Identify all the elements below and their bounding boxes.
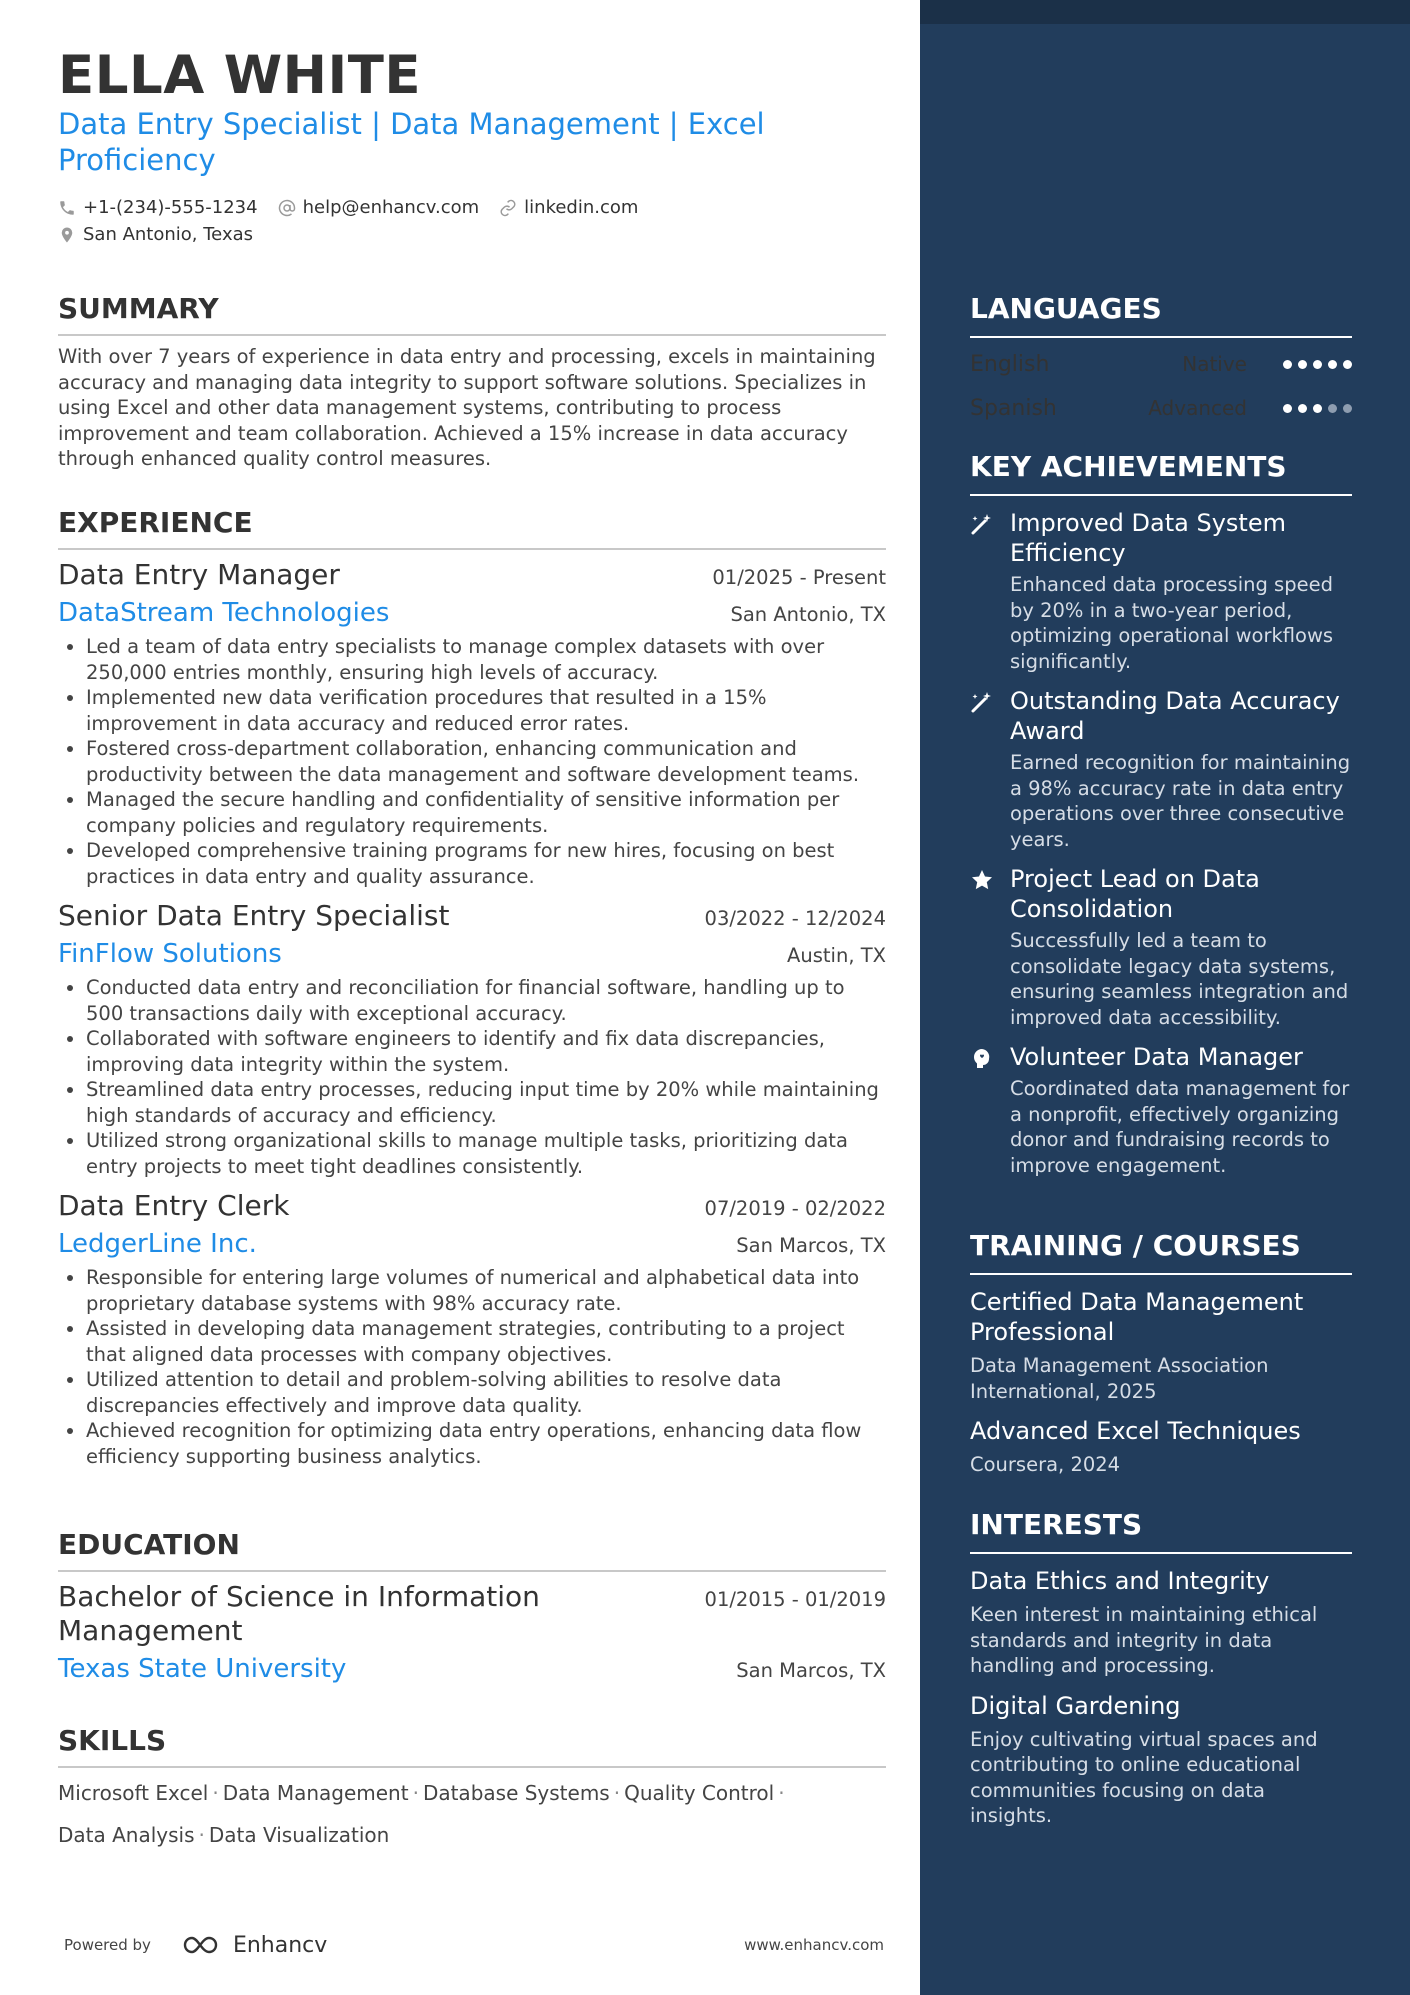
course-desc: Data Management Association International, 2025 — [970, 1354, 1269, 1403]
skill-tag: Quality Control — [624, 1781, 775, 1805]
enhancv-logo[interactable] — [179, 1933, 327, 1958]
interests-section — [970, 1508, 1352, 1829]
candidate-headline: Data Entry Specialist | Data Management | Excel Proficiency — [58, 107, 765, 177]
bullet-item: • Led a team of data entry specialists to manage complex datasets with over 250,000 entries monthly, ensuring high levels of accuracy. — [86, 634, 886, 685]
job-bullets — [58, 975, 886, 1179]
education-section — [58, 1528, 886, 1686]
skill-tag: Microsoft Excel — [58, 1781, 209, 1805]
at-sign-icon — [278, 199, 296, 217]
achievement-item — [970, 686, 1352, 852]
languages-title: LANGUAGES — [970, 292, 1352, 338]
bullet-item: • Responsible for entering large volumes of numerical and alphabetical data into proprietary database systems with 98% accuracy rate. — [86, 1265, 886, 1316]
bullet-item: • Implemented new data verification procedures that resulted in a 15% improvement in data accuracy and reduced error rates. — [86, 685, 886, 736]
interest-item — [970, 1566, 1352, 1679]
job-entry — [58, 899, 886, 1179]
achievement-desc: Enhanced data processing speed by 20% in a two-year period, optimizing operational workflows significantly. — [1010, 573, 1334, 673]
training-title: TRAINING / COURSES — [970, 1229, 1352, 1275]
bullet-item: • Achieved recognition for optimizing data entry operations, enhancing data flow efficiency supporting business analytics. — [86, 1418, 886, 1469]
course-title: Certified Data Management Professional — [970, 1288, 1304, 1346]
job-title: Data Entry Clerk — [58, 1189, 290, 1222]
summary-title: SUMMARY — [58, 292, 886, 336]
skill-tag: Data Analysis — [58, 1823, 195, 1847]
achievement-title: Volunteer Data Manager — [1010, 1043, 1303, 1071]
contact-email[interactable] — [278, 197, 480, 218]
skills-title: SKILLS — [58, 1724, 886, 1768]
school-name: Texas State University — [58, 1654, 347, 1684]
language-name: English — [970, 351, 1050, 377]
interest-title: Digital Gardening — [970, 1691, 1181, 1720]
bullet-item: • Streamlined data entry processes, reducing input time by 20% while maintaining high standards of accuracy and efficiency. — [86, 1077, 886, 1128]
job-title: Data Entry Manager — [58, 558, 340, 591]
achievement-item — [970, 508, 1352, 674]
interests-title: INTERESTS — [970, 1508, 1352, 1554]
achievement-desc: Earned recognition for maintaining a 98% accuracy rate in data entry operations over three consecutive years. — [1010, 751, 1351, 851]
job-entry — [58, 1189, 886, 1469]
achievements-title: KEY ACHIEVEMENTS — [970, 450, 1352, 496]
language-level: Advanced — [1148, 396, 1247, 420]
interest-item — [970, 1691, 1352, 1829]
job-entry — [58, 558, 886, 889]
powered-by-label: Powered by — [64, 1936, 151, 1954]
course-item — [970, 1416, 1352, 1478]
map-pin-icon — [58, 226, 76, 244]
experience-section — [58, 506, 886, 1469]
phone-text: +1-(234)-555-1234 — [83, 197, 258, 218]
job-title: Senior Data Entry Specialist — [58, 899, 450, 932]
footer — [64, 1930, 884, 1960]
achievement-title: Improved Data System Efficiency — [1010, 509, 1286, 567]
achievement-title: Outstanding Data Accuracy Award — [1010, 687, 1340, 745]
contact-info — [58, 194, 858, 248]
course-item — [970, 1287, 1352, 1404]
sidebar-top-band — [920, 0, 1410, 24]
link-icon — [499, 199, 517, 217]
achievement-title: Project Lead on Data Consolidation — [1010, 865, 1260, 923]
bullet-item: • Developed comprehensive training programs for new hires, focusing on best practices in data entry and quality assurance. — [86, 838, 886, 889]
linkedin-text[interactable]: linkedin.com — [524, 197, 639, 218]
summary-section — [58, 292, 886, 472]
candidate-name: ELLA WHITE — [58, 45, 422, 106]
skill-tag: Database Systems — [422, 1781, 610, 1805]
job-dates: 07/2019 - 02/2022 — [704, 1197, 886, 1220]
job-company: FinFlow Solutions — [58, 939, 282, 969]
degree-title: Bachelor of Science in Information Management — [58, 1580, 540, 1647]
achievement-item — [970, 864, 1352, 1030]
education-entry — [58, 1580, 886, 1686]
achievement-item — [970, 1042, 1352, 1178]
footer-site-link[interactable]: www.enhancv.com — [744, 1936, 884, 1954]
job-dates: 03/2022 - 12/2024 — [704, 907, 886, 930]
interest-desc: Keen interest in maintaining ethical standards and integrity in data handling and processing. — [970, 1603, 1318, 1677]
job-company: DataStream Technologies — [58, 598, 390, 628]
course-desc: Coursera, 2024 — [970, 1453, 1121, 1476]
job-location: San Antonio, TX — [730, 603, 886, 626]
contact-location — [58, 224, 253, 245]
achievements-section — [970, 450, 1352, 1178]
job-bullets — [58, 1265, 886, 1469]
job-dates: 01/2025 - Present — [712, 566, 886, 589]
bullet-item: • Conducted data entry and reconciliation for financial software, handling up to 500 transactions daily with exceptional accuracy. — [86, 975, 886, 1026]
phone-icon — [58, 199, 76, 217]
education-title: EDUCATION — [58, 1528, 886, 1572]
training-section — [970, 1229, 1352, 1478]
language-level: Native — [1182, 352, 1247, 376]
magic-wand-icon — [970, 686, 1010, 852]
skills-list: Microsoft Excel · Data Management · Database Systems · Quality Control · Data Analysis · Data Visualization — [58, 1781, 785, 1847]
bullet-item: • Utilized strong organizational skills to manage multiple tasks, prioritizing data entry projects to meet tight deadlines consistently. — [86, 1128, 886, 1179]
school-location: San Marcos, TX — [736, 1659, 886, 1682]
contact-phone — [58, 197, 258, 218]
hand-heart-icon — [970, 1042, 1010, 1178]
location-text: San Antonio, Texas — [83, 224, 253, 245]
interest-title: Data Ethics and Integrity — [970, 1567, 1270, 1595]
bullet-item: • Fostered cross-department collaboration, enhancing communication and productivity between the data management and software development teams. — [86, 736, 886, 787]
course-title: Advanced Excel Techniques — [970, 1417, 1301, 1445]
skill-tag: Data Visualization — [208, 1823, 390, 1847]
infinity-icon — [179, 1933, 227, 1957]
brand-name: Enhancv — [232, 1932, 328, 1958]
language-row — [970, 342, 1352, 386]
job-location: Austin, TX — [787, 944, 886, 967]
bullet-item: • Collaborated with software engineers to identify and fix data discrepancies, improving data integrity within the system. — [86, 1026, 886, 1077]
language-rating — [1277, 404, 1352, 413]
bullet-item: • Assisted in developing data management strategies, contributing to a project that aligned data processes with company objectives. — [86, 1316, 886, 1367]
email-text[interactable]: help@enhancv.com — [302, 197, 480, 218]
skills-section — [58, 1724, 886, 1856]
achievement-desc: Successfully led a team to consolidate legacy data systems, ensuring seamless integration and improved data accessibility. — [1010, 929, 1349, 1029]
summary-text: With over 7 years of experience in data entry and processing, excels in maintaining accuracy and managing data integrity to support software solutions. Specializes in using Excel and other data management systems, contributing to process improvement and team collaboration. Achieved a 15% increase in data accuracy through enhanced quality control measures. — [58, 345, 876, 470]
language-rating — [1277, 360, 1352, 369]
star-icon — [970, 864, 1010, 1030]
job-company: LedgerLine Inc. — [58, 1229, 257, 1259]
achievement-desc: Coordinated data management for a nonprofit, effectively organizing donor and fundraising records to improve engagement. — [1010, 1077, 1350, 1177]
contact-linkedin[interactable] — [499, 197, 638, 218]
bullet-item: • Utilized attention to detail and problem-solving abilities to resolve data discrepancies effectively and improve data quality. — [86, 1367, 886, 1418]
magic-wand-icon — [970, 508, 1010, 674]
education-dates: 01/2015 - 01/2019 — [704, 1588, 886, 1611]
bullet-item: • Managed the secure handling and confidentiality of sensitive information per company policies and regulatory requirements. — [86, 787, 886, 838]
interest-desc: Enjoy cultivating virtual spaces and contributing to online educational communities focusing on data insights. — [970, 1727, 1318, 1827]
language-name: Spanish — [970, 395, 1057, 421]
languages-section — [970, 292, 1352, 430]
language-row — [970, 386, 1352, 430]
job-location: San Marcos, TX — [736, 1234, 886, 1257]
experience-title: EXPERIENCE — [58, 506, 886, 550]
skill-tag: Data Management — [222, 1781, 409, 1805]
job-bullets — [58, 634, 886, 889]
